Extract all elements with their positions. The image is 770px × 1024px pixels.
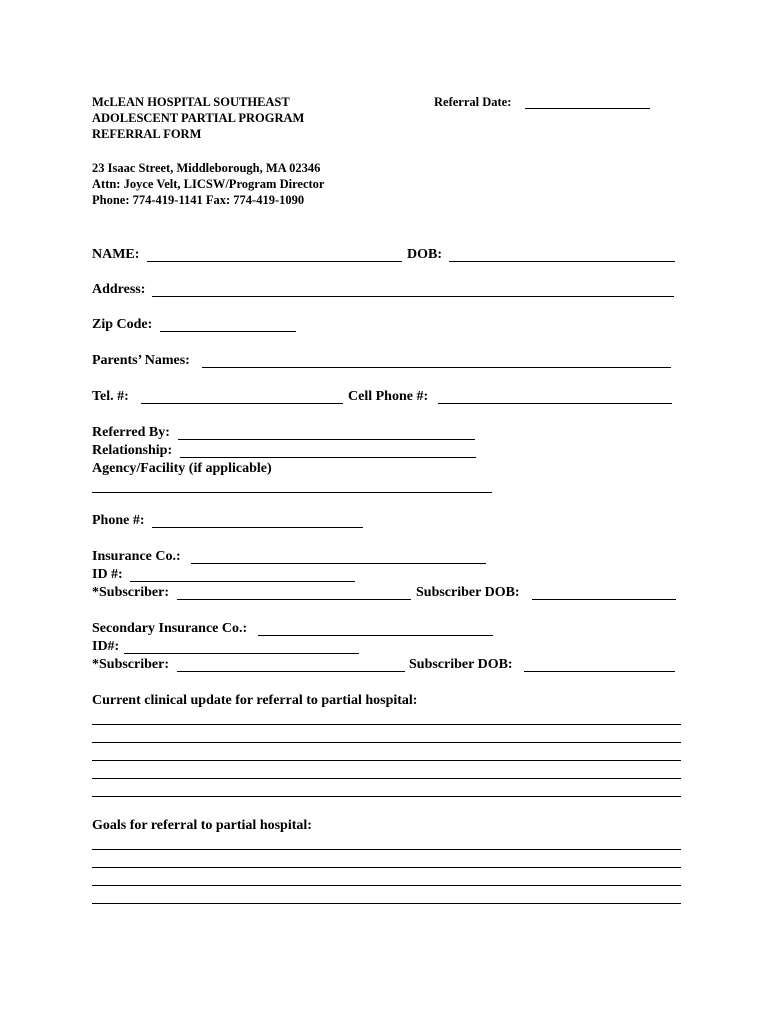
form-title: REFERRAL FORM bbox=[92, 127, 202, 141]
subscriber2-field[interactable] bbox=[177, 671, 405, 672]
goals-line[interactable] bbox=[92, 885, 681, 886]
phone-label: Phone #: bbox=[92, 513, 145, 528]
parents-field[interactable] bbox=[202, 367, 671, 368]
address-field[interactable] bbox=[152, 296, 674, 297]
goals-line[interactable] bbox=[92, 849, 681, 850]
address-line: 23 Isaac Street, Middleborough, MA 02346 bbox=[92, 161, 321, 175]
insurance-field[interactable] bbox=[191, 563, 486, 564]
tel-label: Tel. #: bbox=[92, 389, 129, 404]
goals-line[interactable] bbox=[92, 867, 681, 868]
clinical-update-heading: Current clinical update for referral to partial hospital: bbox=[92, 693, 418, 708]
tel-field[interactable] bbox=[141, 403, 343, 404]
zip-label: Zip Code: bbox=[92, 317, 153, 332]
id-field[interactable] bbox=[130, 581, 355, 582]
clinical-update-line[interactable] bbox=[92, 778, 681, 779]
secondary-insurance-field[interactable] bbox=[258, 635, 493, 636]
goals-heading: Goals for referral to partial hospital: bbox=[92, 818, 312, 833]
secondary-insurance-label: Secondary Insurance Co.: bbox=[92, 621, 248, 636]
address-label: Address: bbox=[92, 282, 146, 297]
phone-fax-line: Phone: 774-419-1141 Fax: 774-419-1090 bbox=[92, 193, 305, 207]
referred-by-label: Referred By: bbox=[92, 425, 170, 440]
subscriber2-label: *Subscriber: bbox=[92, 657, 169, 672]
goals-line[interactable] bbox=[92, 903, 681, 904]
subscriber-dob-field[interactable] bbox=[532, 599, 676, 600]
clinical-update-line[interactable] bbox=[92, 760, 681, 761]
referral-date-label: Referral Date: bbox=[434, 95, 512, 109]
clinical-update-line[interactable] bbox=[92, 724, 681, 725]
cell-field[interactable] bbox=[438, 403, 672, 404]
cell-label: Cell Phone #: bbox=[348, 389, 429, 404]
subscriber2-dob-field[interactable] bbox=[524, 671, 675, 672]
subscriber-label: *Subscriber: bbox=[92, 585, 169, 600]
name-field[interactable] bbox=[147, 261, 402, 262]
referred-by-field[interactable] bbox=[178, 439, 475, 440]
id2-field[interactable] bbox=[124, 653, 359, 654]
dob-field[interactable] bbox=[449, 261, 675, 262]
attn-line: Attn: Joyce Velt, LICSW/Program Director bbox=[92, 177, 325, 191]
phone-field[interactable] bbox=[152, 527, 363, 528]
name-label: NAME: bbox=[92, 247, 140, 262]
id-label: ID #: bbox=[92, 567, 123, 582]
program-name: ADOLESCENT PARTIAL PROGRAM bbox=[92, 111, 305, 125]
subscriber2-dob-label: Subscriber DOB: bbox=[409, 657, 513, 672]
dob-label: DOB: bbox=[407, 247, 442, 262]
zip-field[interactable] bbox=[160, 331, 296, 332]
clinical-update-line[interactable] bbox=[92, 796, 681, 797]
id2-label: ID#: bbox=[92, 639, 120, 654]
insurance-label: Insurance Co.: bbox=[92, 549, 181, 564]
agency-field[interactable] bbox=[92, 492, 492, 493]
agency-label: Agency/Facility (if applicable) bbox=[92, 461, 272, 476]
relationship-label: Relationship: bbox=[92, 443, 173, 458]
clinical-update-line[interactable] bbox=[92, 742, 681, 743]
referral-date-field[interactable] bbox=[525, 108, 650, 109]
parents-label: Parents’ Names: bbox=[92, 353, 190, 368]
relationship-field[interactable] bbox=[180, 457, 476, 458]
subscriber-field[interactable] bbox=[177, 599, 411, 600]
hospital-name: McLEAN HOSPITAL SOUTHEAST bbox=[92, 95, 290, 109]
subscriber-dob-label: Subscriber DOB: bbox=[416, 585, 520, 600]
